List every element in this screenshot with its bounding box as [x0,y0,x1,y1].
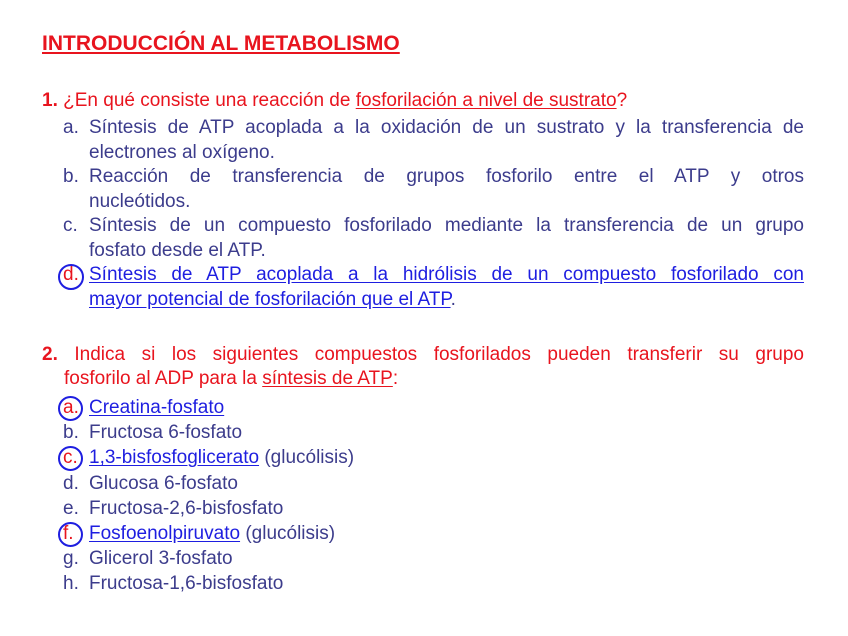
q1-option-b-line1: Reacción de transferencia de grupos fosforilo entre el ATP y otros [89,166,804,187]
q2-option-d [63,471,804,496]
q1-option-c-text [89,214,804,263]
question-1-text-after: ? [616,90,628,111]
q2-option-a [63,395,804,420]
question-1-options [63,116,804,312]
question-2-line2 [42,367,804,391]
q1-option-d-letter: d. [63,263,79,288]
question-2-line1 [42,343,804,367]
q2-option-c-note: (glucólisis) [259,447,355,469]
q1-option-a-text [89,116,804,165]
q2-option-f-letter: f. [63,521,74,546]
q1-option-a-line1: Síntesis de ATP acoplada a la oxidación de un sustrato y la transferencia de [89,117,804,138]
q2-option-h-letter: h. [63,573,79,595]
q2-option-g-letter: g. [63,548,79,570]
q2-option-f-letter-wrap [63,521,89,546]
question-2-number: 2. [42,344,58,365]
q2-option-e [63,496,804,521]
q1-option-d-line2: mayor potencial de fosforilación que el ATP [89,288,451,310]
q1-option-b-text [89,165,804,214]
q2-option-c [63,445,804,470]
q1-option-b [63,165,804,214]
q2-option-b [63,420,804,445]
q1-option-d-letter-wrap [63,263,89,288]
q2-option-f-text: Fosfoenolpiruvato [89,523,241,545]
q2-option-h-text: Fructosa-1,6-bisfosfato [89,573,284,595]
q2-option-d-text: Glucosa 6-fosfato [89,472,238,494]
q2-option-c-text: 1,3-bisfosfoglicerato [89,447,260,469]
q1-option-b-letter: b. [63,166,79,187]
q2-option-d-letter: d. [63,472,79,494]
q1-option-a [63,116,804,165]
q2-option-a-text: Creatina-fosfato [89,397,225,418]
q1-option-c-line2: fosfato desde el ATP. [89,239,266,261]
q2-option-a-letter-wrap [63,395,89,420]
question-2 [42,343,804,391]
question-2-keyword: síntesis de ATP [262,368,393,389]
question-1-keyword: fosforilación a nivel de sustrato [355,90,617,111]
q2-option-a-text-wrap [89,395,804,420]
q1-option-d [63,263,804,312]
slide-title: INTRODUCCIÓN AL METABOLISMO [42,32,400,55]
q2-option-e-letter: e. [63,497,79,519]
q2-option-h [63,571,804,596]
q1-option-a-letter: a. [63,117,79,138]
question-1-text [42,89,804,113]
q2-option-a-letter: a. [63,395,79,420]
q2-option-b-text: Fructosa 6-fosfato [89,422,243,444]
q1-option-b-line2: nucleótidos. [89,190,191,212]
question-2-line2-after: : [392,368,399,389]
q1-option-d-text [89,263,804,312]
question-1-text-before: ¿En qué consiste una reacción de [57,90,356,111]
q1-option-d-line1: Síntesis de ATP acoplada a la hidrólisis de un compuesto fosforilado con [89,264,804,285]
q1-option-c-line1: Síntesis de un compuesto fosforilado mediante la transferencia de un grupo [89,215,804,236]
q2-option-g-text: Glicerol 3-fosfato [89,548,233,570]
q2-option-g [63,546,804,571]
q1-option-c-letter: c. [63,215,78,236]
q1-option-d-tail: . [450,288,456,310]
q2-option-c-letter: c. [63,445,78,470]
q2-option-c-letter-wrap [63,445,89,470]
question-2-line2-before: fosforilo al ADP para la [64,368,263,389]
question-1-number: 1. [42,90,58,111]
q2-option-f [63,521,804,546]
q2-option-b-letter: b. [63,422,79,444]
question-1 [42,89,804,113]
q2-option-f-text-wrap [89,521,804,546]
question-2-line1-text: Indica si los siguientes compuestos fosforilados pueden transferir su grupo [57,344,804,365]
q2-option-e-text: Fructosa-2,6-bisfosfato [89,497,284,519]
q2-option-f-note: (glucólisis) [240,523,336,545]
q2-option-c-text-wrap [89,445,804,470]
question-2-options [63,395,804,597]
q1-option-a-line2: electrones al oxígeno. [89,141,275,163]
q1-option-c [63,214,804,263]
